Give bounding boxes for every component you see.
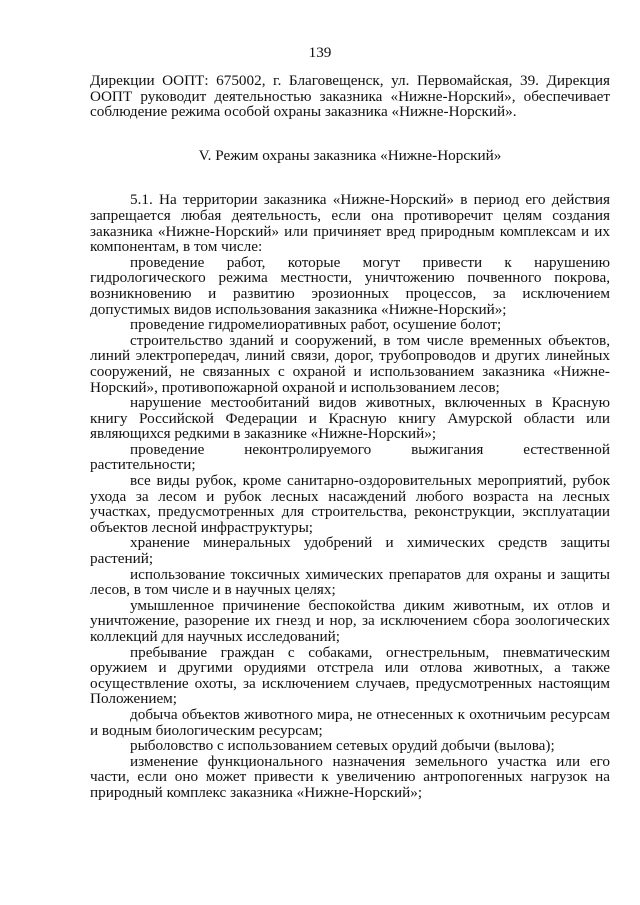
page-number: 139 bbox=[308, 44, 332, 61]
list-item: изменение функционального назначения земельного участка или его части, если оно может привести к увеличению антропогенных нагрузок на природный комплекс заказника «Нижне-Норский»; bbox=[90, 752, 610, 801]
list-item: хранение минеральных удобрений и химических средств защиты растений; bbox=[90, 534, 610, 568]
list-item: проведение работ, которые могут привести к нарушению гидрологического режима местности, уничтожению почвенного покрова, возникновению и развитию эрозионных процессов, за исключением допустимых видов использования заказника «Нижне-Норский»; bbox=[90, 253, 610, 318]
list-item: проведение неконтролируемого выжигания естественной растительности; bbox=[90, 440, 610, 474]
list-item: рыболовство с использованием сетевых орудий добычи (вылова); bbox=[130, 737, 555, 755]
list-item: строительство зданий и сооружений, в том числе временных объектов, линий электропередач, линий связи, дорог, трубопроводов и других линейных сооружений, не связанных с охраной и использованием заказника «Нижне-Норский», противопожарной охраной и использованием лесов; bbox=[90, 331, 610, 396]
list-item: добыча объектов животного мира, не отнесенных к охотничьим ресурсам и водным биологическим ресурсам; bbox=[90, 705, 610, 739]
list-item: умышленное причинение беспокойства диким животным, их отлов и уничтожение, разорение их гнезд и нор, за исключением сбора зоологических коллекций для научных исследований; bbox=[90, 596, 610, 645]
list-item: все виды рубок, кроме санитарно-оздоровительных мероприятий, рубок ухода за лесом и рубок лесных насаждений любого возраста на лесных участках, предусмотренных для строительства, реконструкции, эксплуатации объектов лесной инфраструктуры; bbox=[90, 472, 610, 536]
list-item: использование токсичных химических препаратов для охраны и защиты лесов, в том числе и в научных целях; bbox=[90, 565, 610, 599]
intro-paragraph: Дирекции ООПТ: 675002, г. Благовещенск, ул. Первомайская, 39. Дирекция ООПТ руководит деятельностью заказника «Нижне-Норский», обеспечивает соблюдение режима особой охраны заказника «Нижне-Норский». bbox=[90, 72, 610, 121]
list-item: пребывание граждан с собаками, огнестрельным, пневматическим оружием и другими орудиями отстрела или отлова животных, а также осуществление охоты, за исключением случаев, предусмотренных настоящим Положением; bbox=[90, 643, 610, 708]
list-item: проведение гидромелиоративных работ, осушение болот; bbox=[130, 316, 502, 334]
section-heading: V. Режим охраны заказника «Нижне-Норский» bbox=[198, 146, 502, 164]
paragraph: 5.1. На территории заказника «Нижне-Норский» в период его действия запрещается любая деятельность, если она противоречит целям создания заказника «Нижне-Норский» или причиняет вред природным комплексам и их компонентам, в том числе: bbox=[90, 191, 610, 256]
list-item: нарушение местообитаний видов животных, включенных в Красную книгу Российской Федерации и Красную книгу Амурской области или являющихся редкими в заказнике «Нижне-Норский»; bbox=[90, 394, 610, 443]
page-body bbox=[90, 73, 610, 801]
